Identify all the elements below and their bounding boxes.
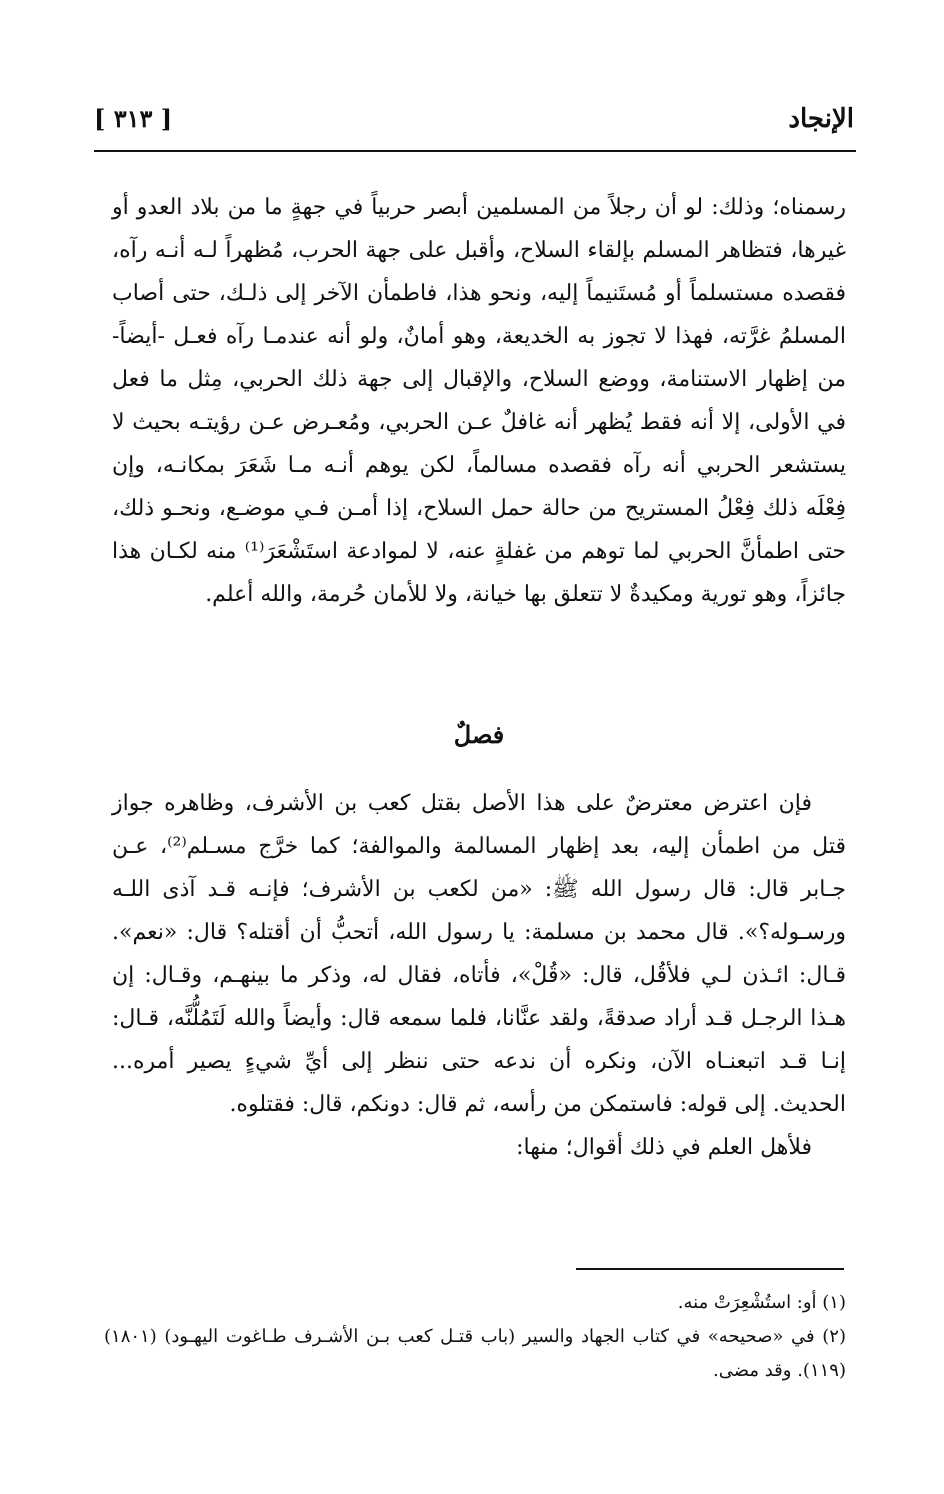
main-text-block <box>112 186 846 616</box>
footnotes <box>104 1286 846 1388</box>
section-text-block <box>112 782 846 1169</box>
page-number: [ ٣١٣ ] <box>94 104 173 133</box>
footnote: (١) أو: استُشْعِرَتْ منه. <box>677 1292 846 1313</box>
header-divider <box>94 150 856 152</box>
paragraph: رسمناه؛ وذلك: لو أن رجلاً من المسلمين أبصر حربياً في جهةٍ ما من بلاد العدو أو غيرها، فتظاهر المسلم بإلقاء السلاح، وأقبل على جهة الحرب، مُظهراً لـه أنـه رآه، فقصده مستسلماً أو مُستَنيماً إليه، ونحو هذا، فاطمأن الآخر إلى ذلـك، حتى أصاب المسلمُ غرَّته، فهذا لا تجوز به الخديعة، وهو أمانٌ، ولو أنه عندمـا رآه فعـل -أيضاً- من إظهار الاستنامة، ووضع السلاح، والإقبال إلى جهة ذلك الحربي، مِثل ما فعل في الأولى، إلا أنه فقط يُظهر أنه غافلٌ عـن الحربي، ومُعـرض عـن رؤيتـه بحيث لا يستشعر الحربي أنه رآه فقصده مسالماً، لكن يوهم أنـه مـا شَعَرَ بمكانـه، وإن فِعْلَه ذلك فِعْلُ المستريح من حالة حمل السلاح، إذا أمـن فـي موضـع، ونحـو ذلك، حتى اطمأنَّ الحربي لما توهم من غفلةٍ عنه، لا لموادعة استَشْعَرَ⁽¹⁾ منه لكـان هذا جائزاً، وهو تورية ومكيدةٌ لا تتعلق بها خيانة، ولا للأمان حُرمة، والله أعلم. <box>112 195 846 607</box>
section-heading: فصلٌ <box>453 720 505 749</box>
page-header <box>94 100 854 148</box>
paragraph: فإن اعترض معترضٌ على هذا الأصل بقتل كعب بن الأشرف، وظاهره جواز قتل من اطمأن إليه، بعد إظهار المسالمة والموالفة؛ كما خرَّج مسـلم⁽²⁾، عـن جـابر قال: قال رسول الله ﷺ: «من لكعب بن الأشرف؛ فإنـه قـد آذى اللـه ورسـوله؟». قال محمد بن مسلمة: يا رسول الله، أتحبُّ أن أقتله؟ قال: «نعم». قـال: ائـذن لـي فلأقُل، قال: «قُلْ»، فأتاه، فقال له، وذكر ما بينهـم، وقـال: إن هـذا الرجـل قـد أراد صدقةً، ولقد عنَّانا، فلما سمعه قال: وأيضاً والله لَتَمُلُّنَّه، قـال: إنـا قـد اتبعنـاه الآن، ونكره أن ندعه حتى ننظر إلى أيِّ شيءٍ يصير أمره... الحديث. إلى قوله: فاستمكن من رأسه، ثم قال: دونكم، قال: فقتلوه. <box>112 791 846 1117</box>
footnote-divider <box>576 1268 844 1270</box>
paragraph: فلأهل العلم في ذلك أقوال؛ منها: <box>516 1135 812 1160</box>
footnote: (٢) في «صحيحه» في كتاب الجهاد والسير (باب قتـل كعب بـن الأشـرف طـاغوت اليهـود) (١٨٠١) (١١٩). وقد مضى. <box>104 1326 846 1381</box>
running-title: الإنجاد <box>788 104 854 134</box>
